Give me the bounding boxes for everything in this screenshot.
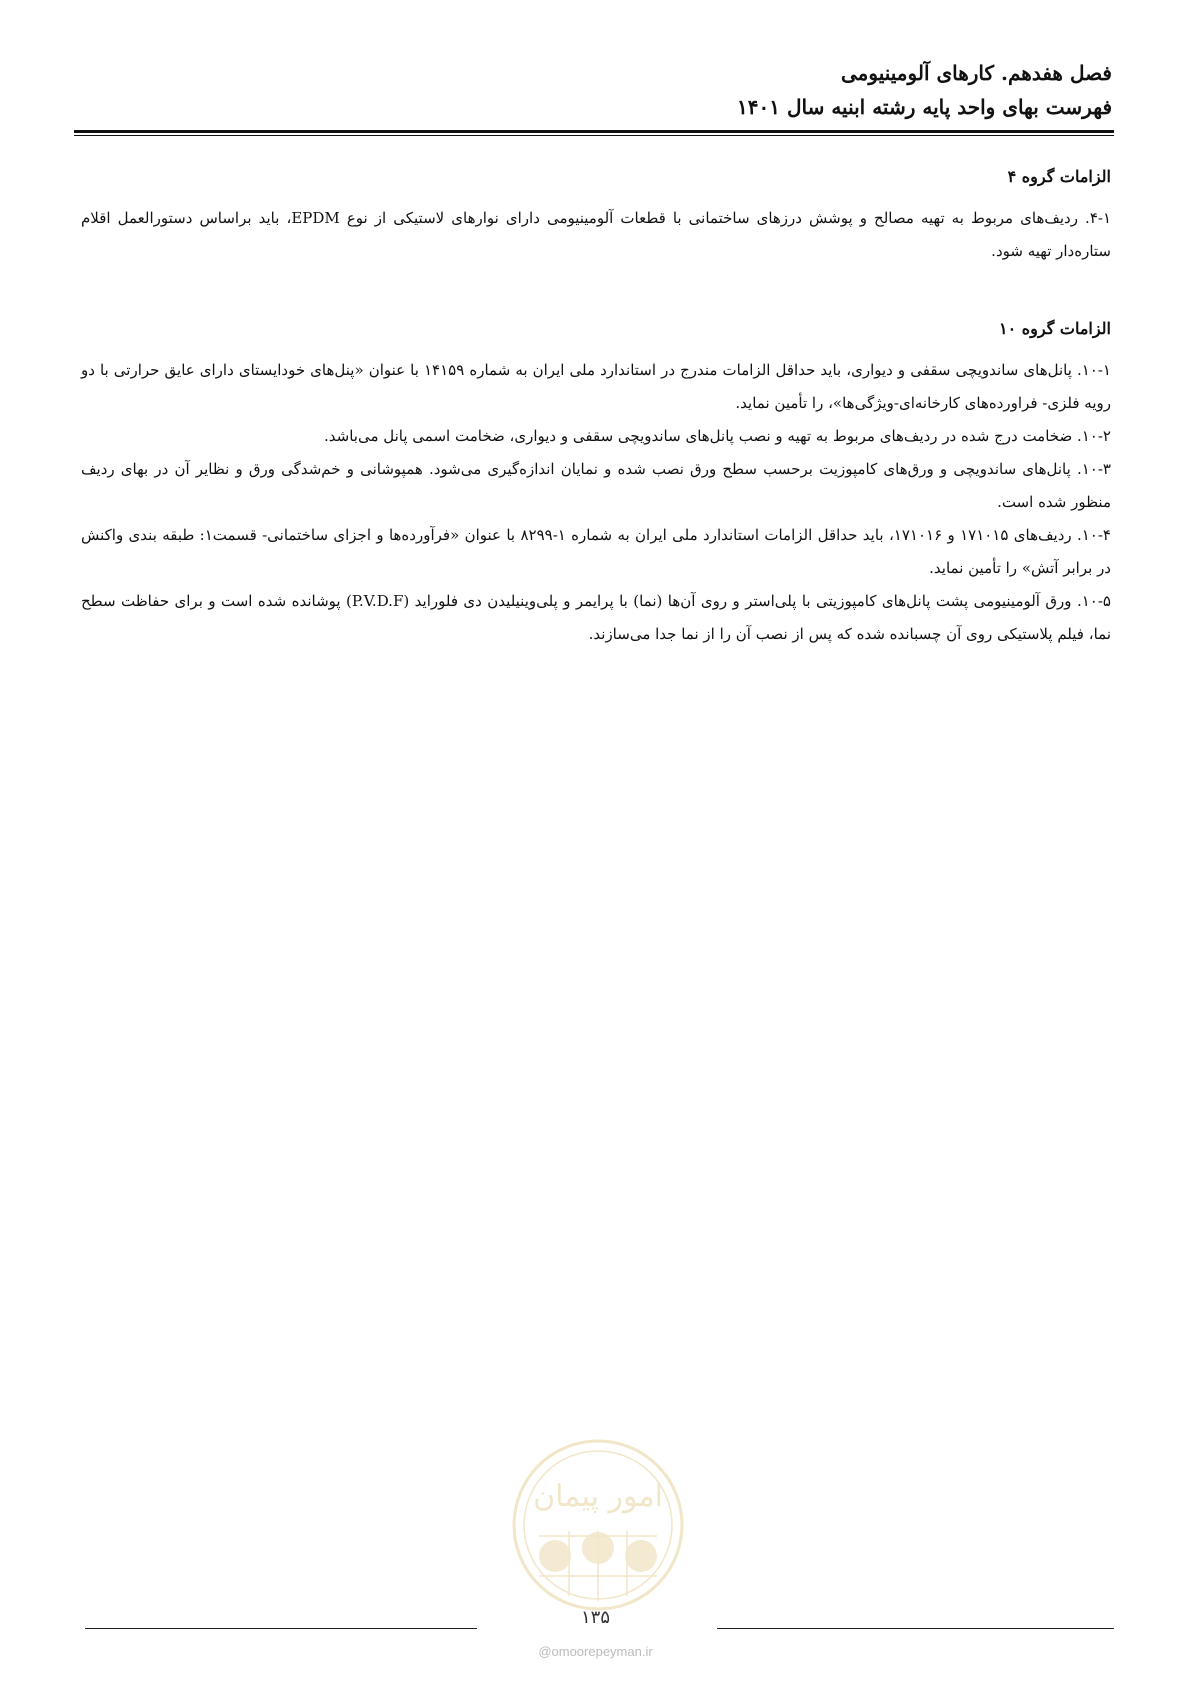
paragraph-10-5: ۱۰-۵. ورق آلومینیومی پشت پانل‌های کامپوزیتی با پلی‌استر و روی آن‌ها (نما) با پرایمر و پلی‌وینیلیدن دی فلوراید (P.V.D.F) پوشانده شده است و برای حفاظت سطح نما، فیلم پلاستیکی روی آن چسبانده شده که پس از نصب آن را از نما جدا می‌سازند.: [81, 592, 1111, 643]
book-title: فهرست بهای واحد پایه رشته ابنیه سال ۱۴۰۱: [737, 95, 1112, 119]
header-rule-thin: [74, 135, 1114, 136]
section-title: الزامات گروه ۱۰: [999, 319, 1111, 338]
section-group-4: [81, 162, 1111, 268]
chapter-title: فصل هفدهم. کارهای آلومینیومی: [840, 61, 1112, 85]
footer-rule-left: [85, 1628, 477, 1629]
page-header: [82, 56, 1112, 124]
paragraph-10-4: ۱۰-۴. ردیف‌های ۱۷۱۰۱۵ و ۱۷۱۰۱۶، باید حداقل الزامات استاندارد ملی ایران به شماره ۱-۸۲۹۹ با عنوان «فرآورده‌ها و اجزای ساختمانی- قسمت۱: طبقه بندی واکنش در برابر آتش» را تأمین نماید.: [81, 526, 1111, 577]
paragraph-10-3: ۱۰-۳. پانل‌های ساندویچی و ورق‌های کامپوزیت برحسب سطح ورق نصب شده و نمایان اندازه‌گیری می‌شود. همپوشانی و خم‌شدگی ورق و نظایر آن در بهای ردیف منظور شده است.: [81, 460, 1111, 511]
body-content: [81, 162, 1111, 697]
site-watermark: @omoorepeyman.ir: [538, 1644, 653, 1659]
section-title: الزامات گروه ۴: [1007, 167, 1111, 186]
paragraph-10-1: ۱۰-۱. پانل‌های ساندویچی سقفی و دیواری، باید حداقل الزامات مندرج در استاندارد ملی ایران به شماره ۱۴۱۵۹ با عنوان «پنل‌های خودایستای دارای عایق حرارتی با دو رویه فلزی- فراورده‌های کارخانه‌ای-ویژگی‌ها»، را تأمین نماید.: [81, 361, 1111, 412]
watermark-logo: [509, 1436, 687, 1614]
section-group-10: [81, 314, 1111, 651]
paragraph-4-1: ۴-۱. ردیف‌های مربوط به تهیه مصالح و پوشش درزهای ساختمانی با قطعات آلومینیومی دارای نوارهای لاستیکی از نوع EPDM، باید براساس دستورالعمل اقلام ستاره‌دار تهیه شود.: [81, 209, 1111, 260]
watermark-text: امور پیمان: [533, 1479, 663, 1514]
footer-rule-right: [717, 1628, 1114, 1629]
page-number: ۱۳۵: [580, 1607, 610, 1628]
header-rule-thick: [74, 130, 1114, 133]
paragraph-10-2: ۱۰-۲. ضخامت درج شده در ردیف‌های مربوط به تهیه و نصب پانل‌های ساندویچی سقفی و دیواری، ضخامت اسمی پانل می‌باشد.: [324, 427, 1111, 445]
